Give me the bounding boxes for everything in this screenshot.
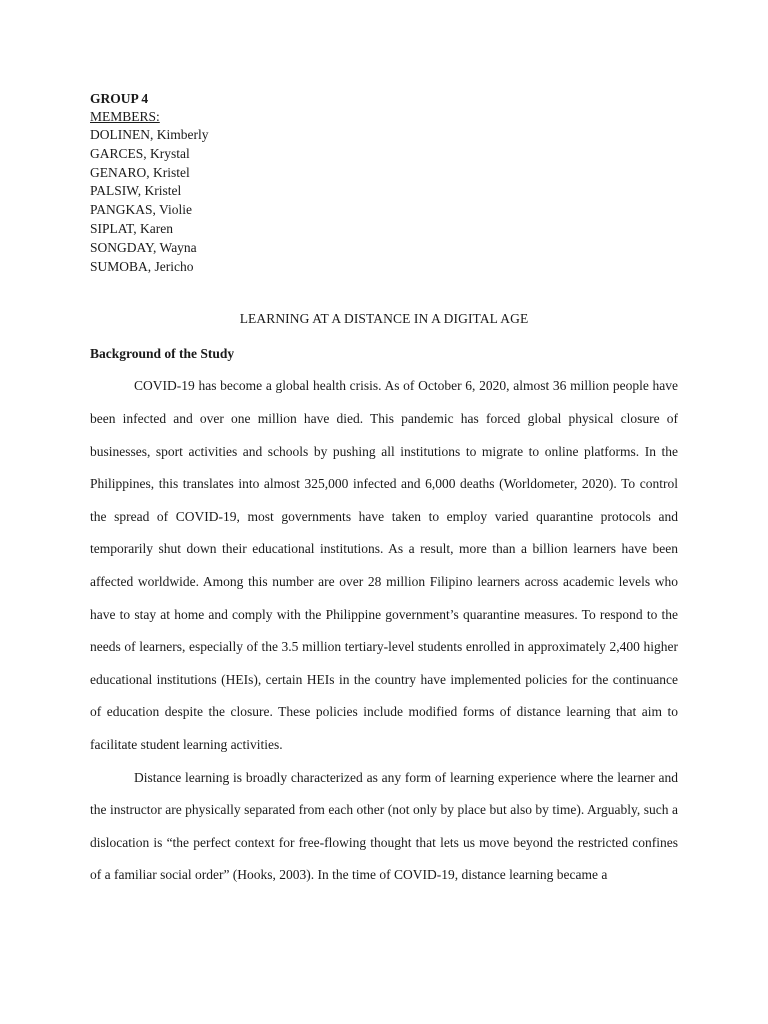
- document-title: LEARNING AT A DISTANCE IN A DIGITAL AGE: [239, 311, 529, 327]
- member-list: [90, 126, 678, 276]
- member-name: SONGDAY, Wayna: [90, 239, 197, 255]
- member-name: GENARO, Kristel: [90, 164, 190, 180]
- members-label: MEMBERS:: [90, 109, 160, 124]
- document-page: [90, 90, 678, 892]
- body-paragraph: COVID-19 has become a global health crisis. As of October 6, 2020, almost 36 million people have been infected and over one million have died. This pandemic has forced global physical closure of businesses, sport activities and schools by pushing all institutions to migrate to online platforms. In the Philippines, this translates into almost 325,000 infected and 6,000 deaths (Worldometer, 2020). To control the spread of COVID-19, most governments have taken to employ varied quarantine protocols and temporarily shut down their educational institutions. As a result, more than a billion learners have been affected worldwide. Among this number are over 28 million Filipino learners across academic levels who have to stay at home and comply with the Philippine government’s quarantine measures. To respond to the needs of learners, especially of the 3.5 million tertiary-level students enrolled in approximately 2,400 higher educational institutions (HEIs), certain HEIs in the country have implemented policies for the continuance of education despite the closure. These policies include modified forms of distance learning that aim to facilitate student learning activities.: [90, 378, 678, 752]
- member-name: SUMOBA, Jericho: [90, 258, 194, 274]
- member-name: PANGKAS, Violie: [90, 202, 192, 218]
- member-name: SIPLAT, Karen: [90, 220, 173, 236]
- body-paragraph: Distance learning is broadly characterized as any form of learning experience where the learner and the instructor are physically separated from each other (not only by place but also by time). Arguably, such a dislocation is “the perfect context for free-flowing thought that lets us move beyond the restricted confines of a familiar social order” (Hooks, 2003). In the time of COVID-19, distance learning became a: [90, 769, 678, 883]
- member-name: DOLINEN, Kimberly: [90, 127, 209, 142]
- group-title: GROUP 4: [90, 91, 149, 106]
- section-heading: Background of the Study: [90, 346, 235, 362]
- member-name: PALSIW, Kristel: [90, 183, 182, 199]
- member-name: GARCES, Krystal: [90, 145, 190, 161]
